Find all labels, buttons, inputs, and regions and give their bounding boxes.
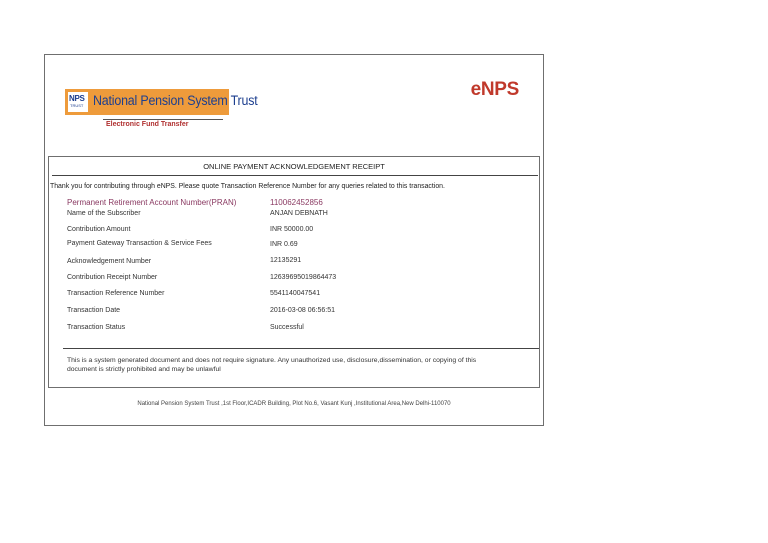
field-value: INR 0.69	[270, 241, 298, 248]
nps-trust-logo	[65, 89, 258, 115]
field-label: Acknowledgement Number	[67, 258, 152, 265]
receipt-panel	[48, 156, 540, 388]
notice-divider	[63, 348, 539, 349]
field-value: Successful	[270, 324, 304, 331]
field-label: Transaction Status	[67, 324, 126, 331]
logo-subtitle: Electronic Fund Transfer	[106, 121, 189, 128]
field-label: Name of the Subscriber	[67, 210, 141, 217]
field-value: ANJAN DEBNATH	[270, 210, 328, 217]
nps-emblem-icon	[68, 92, 88, 112]
enps-brand: eNPS	[470, 79, 519, 100]
field-value: 2016-03-08 06:56:51	[270, 307, 335, 314]
receipt-intro: Thank you for contributing through eNPS. Please quote Transaction Reference Number for any queries related to this transaction.	[50, 183, 445, 190]
field-label: Contribution Amount	[67, 226, 131, 233]
logo-emblem-text: NPS	[69, 94, 85, 103]
field-value: INR 50000.00	[270, 226, 314, 233]
field-label: Transaction Date	[67, 307, 121, 314]
field-value: 5541140047541	[270, 290, 321, 297]
receipt-heading: ONLINE PAYMENT ACKNOWLEDGEMENT RECEIPT	[203, 162, 385, 171]
pran-label: Permanent Retirement Account Number(PRAN)	[67, 198, 237, 207]
field-value: 12135291	[270, 257, 302, 264]
receipt-document	[44, 54, 544, 426]
logo-emblem-subtext: TRUST	[70, 103, 84, 108]
field-label: Payment Gateway Transaction & Service Fees	[67, 240, 212, 247]
heading-divider	[52, 175, 538, 176]
field-value: 12639695019864473	[270, 274, 337, 281]
field-label: Transaction Reference Number	[67, 290, 165, 297]
footer-address: National Pension System Trust ,1st Floor,ICADR Building, Plot No.6, Vasant Kunj ,Institutional Area,New Delhi-110070	[137, 401, 451, 407]
field-label: Contribution Receipt Number	[67, 274, 158, 281]
logo-title: National Pension System Trust	[93, 93, 258, 108]
pran-value: 110062452856	[270, 198, 323, 207]
logo-divider	[103, 119, 223, 120]
legal-notice: This is a system generated document and does not require signature. Any unauthorized use, disclosure,dissemination, or copying of this document is strictly prohibited and may be unlawful	[67, 357, 477, 373]
